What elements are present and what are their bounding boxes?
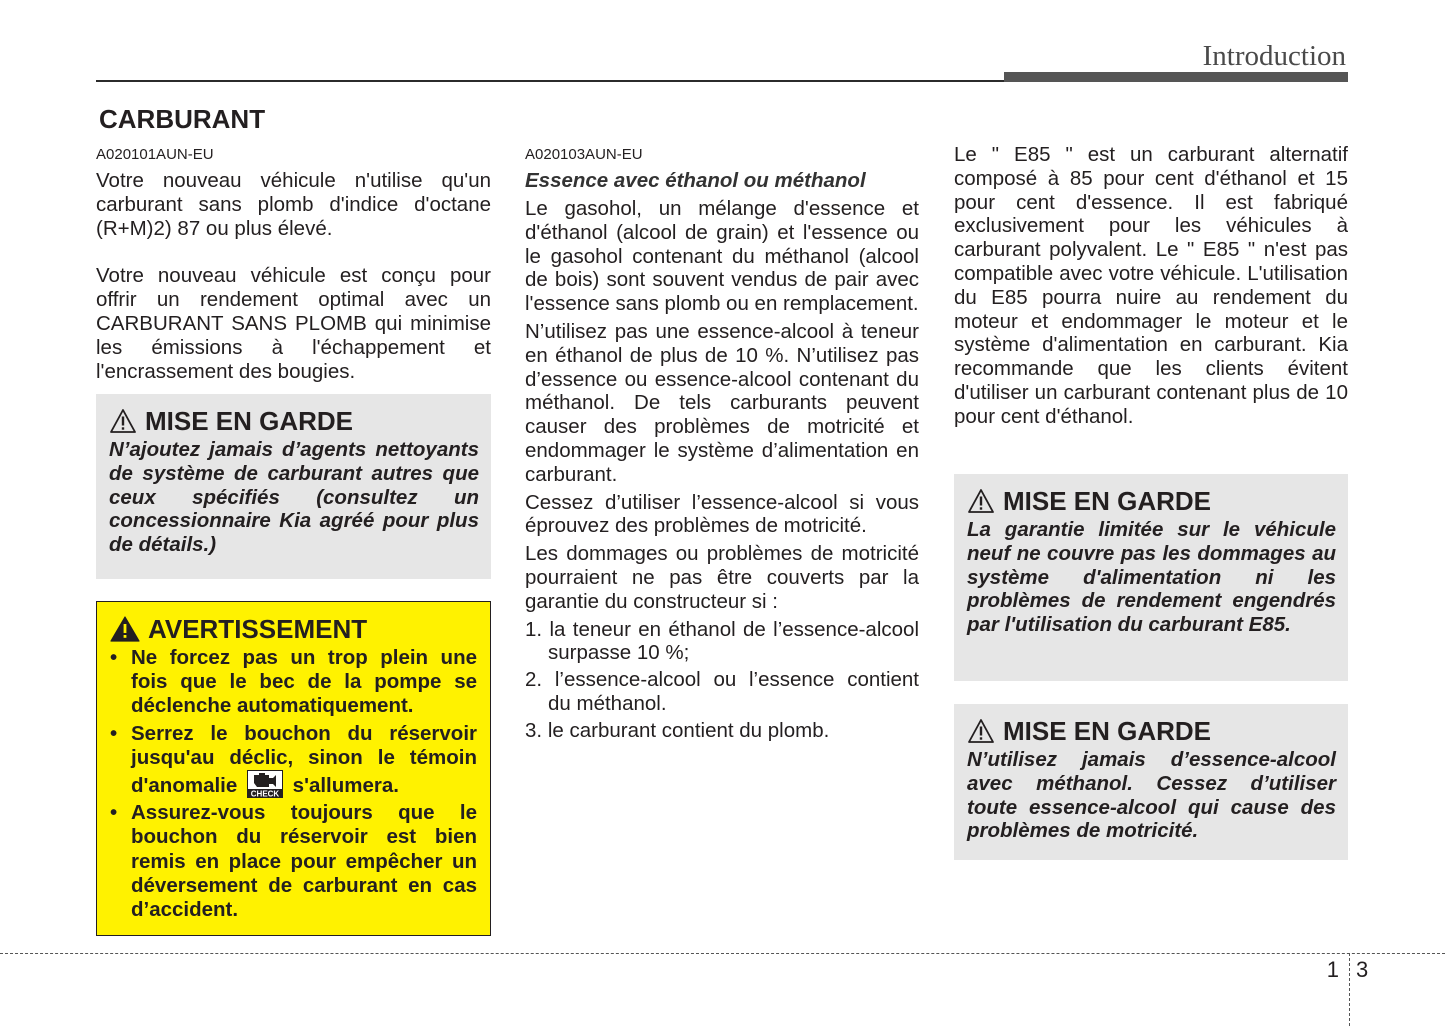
footer-page-divider: [1349, 953, 1350, 1026]
column-3: [954, 143, 1348, 433]
list-item: 1. la teneur en éthanol de l’essence-alcool surpasse 10 %;: [525, 617, 919, 665]
warning-box: [96, 601, 491, 936]
caution-text: La garantie limitée sur le véhicule neuf ne couvre pas les dommages au système d'alimentation ni les problèmes de rendement engendrés par l'utilisation du carburant E85.: [967, 518, 1336, 637]
caution-box: [954, 704, 1348, 860]
section-title: CARBURANT: [99, 104, 266, 134]
caution-title: MISE EN GARDE: [967, 716, 1336, 746]
warning-triangle-outline-icon: [109, 408, 137, 434]
check-engine-icon: [247, 770, 283, 798]
header-rule: [96, 80, 1004, 82]
warning-triangle-outline-icon: [967, 718, 995, 744]
paragraph: Le " E85 " est un carburant alternatif composé à 85 pour cent d'éthanol et 15 pour cent d'essence. Il est fabriqué exclusivement pour les véhicules à carburant polyvalent. Le " E85 " n'est pas compatible avec votre véhicule. L'utilisation du E85 pourra nuire au rendement du moteur et endommager le moteur et le système d'alimentation en carburant. Kia recommande que les clients évitent d'utiliser un carburant contenant plus de 10 pour cent d'éthanol.: [954, 143, 1348, 428]
caution-title: MISE EN GARDE: [109, 406, 479, 436]
page-number: 3: [1356, 957, 1369, 982]
paragraph: Le gasohol, un mélange d'essence et d'éthanol (alcool de grain) et l'essence ou le gasohol contenant du méthanol (alcool de bois) sont souvent vendus de pair avec l'essence sans plomb ou en remplacement.: [525, 197, 919, 316]
svg-text:CHECK: CHECK: [250, 789, 280, 799]
paragraph: N’utilisez pas une essence-alcool à teneur en éthanol de plus de 10 %. N’utilisez pas d’essence ou essence-alcool contenant du méthanol. De tels carburants peuvent causer des problèmes de motricité et endommager le système d’alimentation en carburant.: [525, 319, 919, 486]
warning-triangle-outline-icon: [967, 488, 995, 514]
column-1: [96, 143, 491, 387]
paragraph: Votre nouveau véhicule n'utilise qu'un carburant sans plomb d'indice d'octane (R+M)2) 87 ou plus élevé.: [96, 169, 491, 240]
paragraph: Votre nouveau véhicule est conçu pour offrir un rendement optimal avec un CARBURANT SANS PLOMB qui minimise les émissions à l'échappement et l'encrassement des bougies.: [96, 264, 491, 383]
list-item: 3. le carburant contient du plomb.: [525, 718, 830, 742]
header-bar: [1004, 72, 1348, 82]
paragraph: Cessez d’utiliser l’essence-alcool si vous éprouvez des problèmes de motricité.: [525, 490, 919, 538]
caution-title: MISE EN GARDE: [967, 486, 1336, 516]
warning-title: AVERTISSEMENT: [110, 614, 477, 644]
footer-divider: [0, 953, 1445, 954]
chapter-number: 1: [1326, 957, 1339, 982]
reference-code: A020101AUN-EU: [96, 146, 214, 163]
running-header: Introduction: [1202, 40, 1346, 72]
numbered-list: [525, 618, 919, 743]
list-item: • Assurez-vous toujours que le bouchon du réservoir est bien remis en place pour empêcher un déversement de carburant en cas d’accident.: [110, 801, 477, 922]
paragraph: Les dommages ou problèmes de motricité pourraient ne pas être couverts par la garantie du constructeur si :: [525, 542, 919, 613]
column-2: [525, 143, 919, 746]
warning-list: [110, 646, 477, 922]
caution-text: N’utilisez jamais d’essence-alcool avec méthanol. Cessez d’utiliser toute essence-alcool qui cause des problèmes de motricité.: [967, 748, 1336, 843]
warning-triangle-filled-icon: [110, 616, 140, 642]
subheading: Essence avec éthanol ou méthanol: [525, 169, 866, 192]
caution-box: [954, 474, 1348, 681]
caution-box: [96, 394, 491, 579]
list-item: 2. l’essence-alcool ou l’essence contient du méthanol.: [525, 668, 919, 715]
caution-text: N’ajoutez jamais d’agents nettoyants de système de carburant autres que ceux spécifiés (consultez un concessionnaire Kia agréé pour plus de détails.): [109, 438, 479, 557]
list-item: • Serrez le bouchon du réservoir jusqu'au déclic, sinon le témoin d'anomalie CHECK s'allumera.: [110, 721, 477, 799]
list-item: • Ne forcez pas un trop plein une fois que le bec de la pompe se déclenche automatiquement.: [110, 646, 477, 718]
reference-code: A020103AUN-EU: [525, 146, 643, 163]
